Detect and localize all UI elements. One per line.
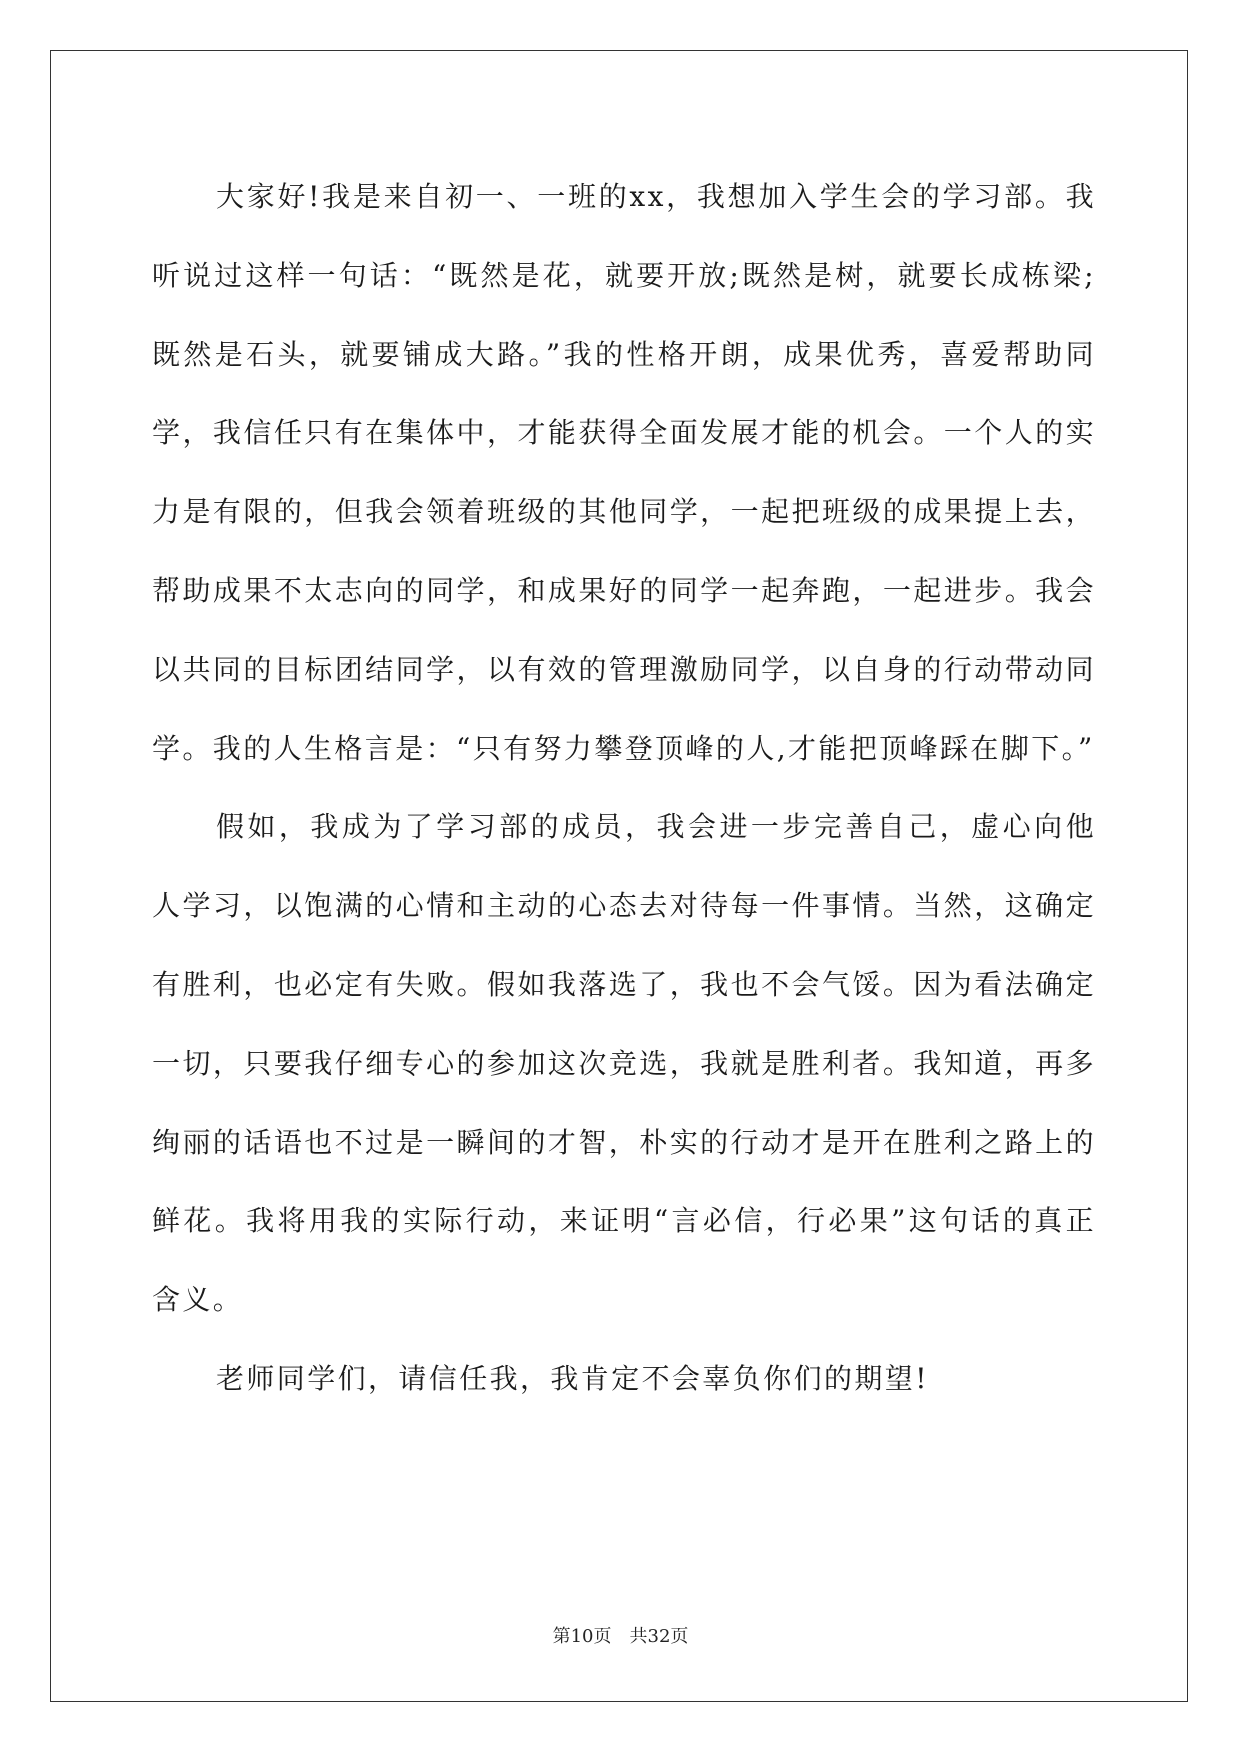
paragraph-plan: 假如，我成为了学习部的成员，我会进一步完善自己，虚心向他人学习，以饱满的心情和主动的心态去对待每一件事情。当然，这确定有胜利，也必定有失败。假如我落选了，我也不会气馁。因为看法确定一切，只要我仔细专心的参加这次竞选，我就是胜利者。我知道，再多绚丽的话语也不过是一瞬间的才智，朴实的行动才是开在胜利之路上的鲜花。我将用我的实际行动，来证明“言必信，行必果”这句话的真正含义。 [152, 810, 1096, 1317]
page-footer [0, 1625, 1241, 1649]
page-total: 共32页 [629, 1626, 689, 1647]
paragraph-intro: 大家好!我是来自初一、一班的xx，我想加入学生会的学习部。我听说过这样一句话：“既然是花，就要开放;既然是树，就要长成栋梁;既然是石头，就要铺成大路。”我的性格开朗，成果优秀，喜爱帮助同学，我信任只有在集体中，才能获得全面发展才能的机会。一个人的实力是有限的，但我会领着班级的其他同学，一起把班级的成果提上去，帮助成果不太志向的同学，和成果好的同学一起奔跑，一起进步。我会以共同的目标团结同学，以有效的管理激励同学，以自身的行动带动同学。我的人生格言是：“只有努力攀登顶峰的人,才能把顶峰踩在脚下。” [152, 180, 1096, 765]
paragraph-closing: 老师同学们，请信任我，我肯定不会辜负你们的期望! [216, 1361, 929, 1395]
page-number: 第10页 [552, 1626, 612, 1647]
document-body [152, 158, 1096, 1419]
